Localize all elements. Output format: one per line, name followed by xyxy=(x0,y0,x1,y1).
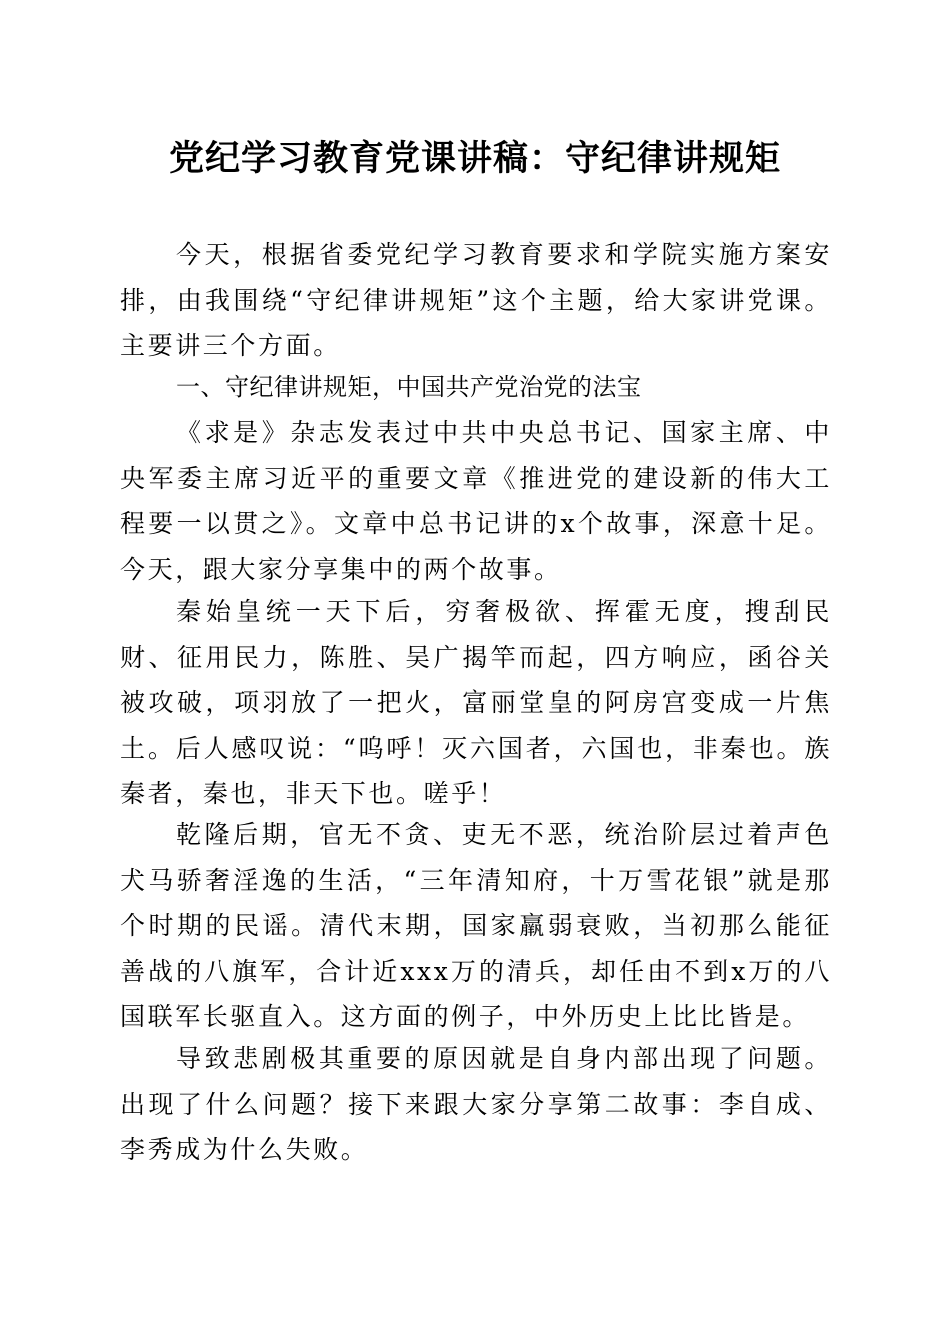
document-title: 党纪学习教育党课讲稿：守纪律讲规矩 xyxy=(168,138,781,179)
paragraph-1: 《求是》杂志发表过中共中央总书记、国家主席、中央军委主席习近平的重要文章《推进党的建设新的伟大工程要一以贯之》。文章中总书记讲的x个故事，深意十足。今天，跟大家分享集中的两个故事。 xyxy=(120,418,832,584)
section-heading-1: 一、守纪律讲规矩，中国共产党治党的法宝 xyxy=(176,373,642,401)
paragraph-3: 乾隆后期，官无不贪、吏无不恶，统治阶层过着声色犬马骄奢淫逸的生活，“三年清知府，十万雪花银”就是那个时期的民谣。清代末期，国家羸弱衰败，当初那么能征善战的八旗军，合计近xxx万的清兵，却任由不到x万的八国联军长驱直入。这方面的例子，中外历史上比比皆是。 xyxy=(120,820,832,1031)
paragraph-4: 导致悲剧极其重要的原因就是自身内部出现了问题。出现了什么问题？接下来跟大家分享第二故事：李自成、李秀成为什么失败。 xyxy=(120,1044,832,1164)
intro-paragraph: 今天，根据省委党纪学习教育要求和学院实施方案安排，由我围绕“守纪律讲规矩”这个主题，给大家讲党课。主要讲三个方面。 xyxy=(120,240,832,360)
paragraph-2: 秦始皇统一天下后，穷奢极欲、挥霍无度，搜刮民财、征用民力，陈胜、吴广揭竿而起，四方响应，函谷关被攻破，项羽放了一把火，富丽堂皇的阿房宫变成一片焦土。后人感叹说：“呜呼！灭六国者，六国也，非秦也。族秦者，秦也，非天下也。嗟乎！ xyxy=(120,597,832,808)
